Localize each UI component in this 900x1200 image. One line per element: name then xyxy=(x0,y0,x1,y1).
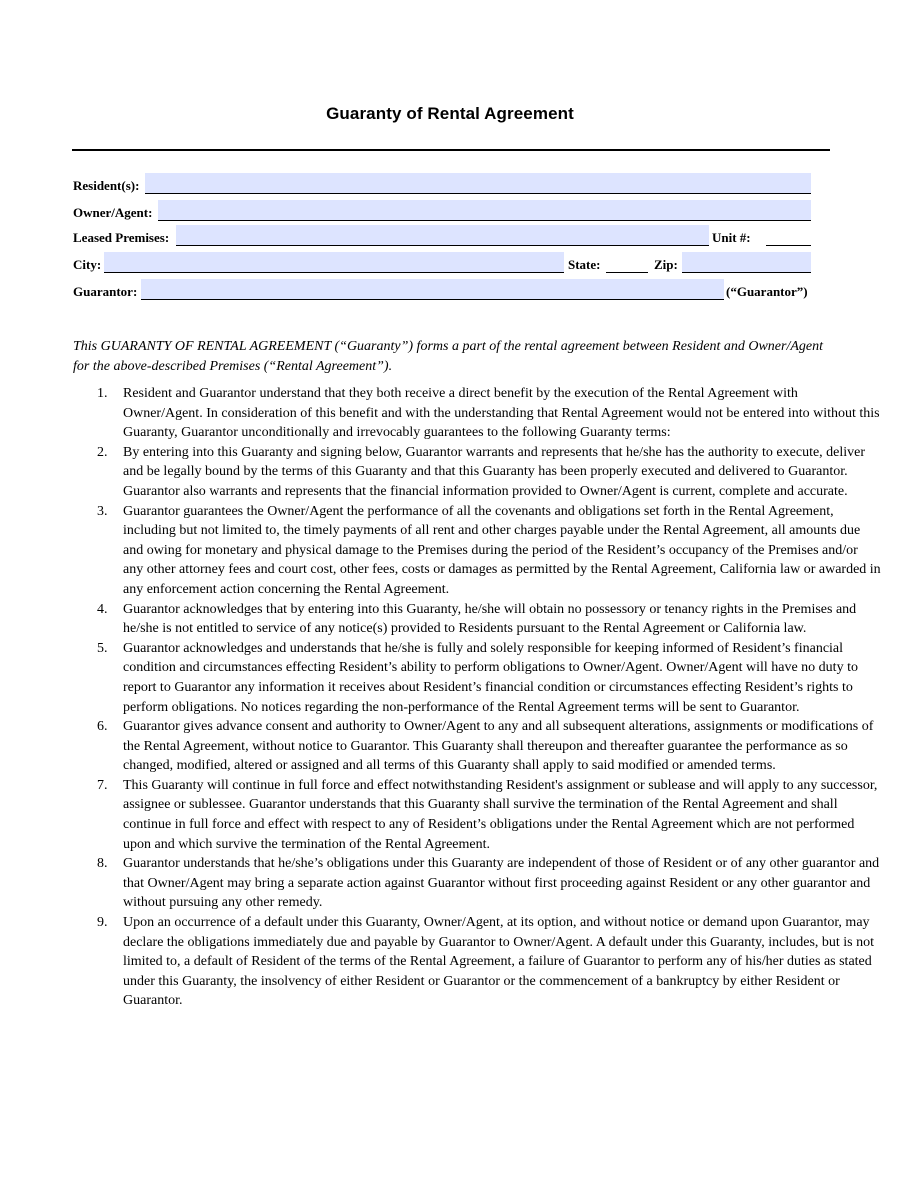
term-item: Upon an occurrence of a default under this Guaranty, Owner/Agent, at its option, and without notice or demand upon Guarantor, may declare the obligations immediately due and payable by Guarantor to Owner/Agent. A default under this Guaranty, includes, but is not limited to, a default of Resident of the terms of the Rental Agreement, a failure of Guarantor to perform any of his/her duties as stated under this Guaranty, the insolvency of either Resident or Guarantor or the commencement of a bankruptcy by either Resident or Guarantor. xyxy=(123,915,875,1009)
term-item: Guarantor gives advance consent and authority to Owner/Agent to any and all subsequent alterations, assignments or modifications of the Rental Agreement, without notice to Guarantor. This Guaranty shall thereupon and thereafter guarantee the performance as so changed, modified, altered or assigned and all terms of this Guaranty shall apply to said modified or amended terms. xyxy=(123,719,874,774)
resident-label: Resident(s): xyxy=(73,178,140,193)
document-title: Guaranty of Rental Agreement xyxy=(326,104,574,123)
guarantor-row xyxy=(73,280,813,302)
term-item: Guarantor guarantees the Owner/Agent the performance of all the covenants and obligations set forth in the Rental Agreement, including but not limited to, the timely payments of all rent and other charges payable under the Rental Agreement, all amounts due and owing for monetary and physical damage to the Premises during the period of the Resident’s occupancy of the Premises and/or any other attorney fees and court cost, other fees, costs or damages as permitted by the Rental Agreement, California law or awarded in any enforcement action concerning the Rental Agreement. xyxy=(123,503,881,597)
city-field[interactable] xyxy=(104,252,564,273)
owner-agent-field[interactable] xyxy=(158,200,811,221)
term-item: Guarantor acknowledges that by entering into this Guaranty, he/she will obtain no possessory or tenancy rights in the Premises and he/she is not entitled to service of any notice(s) provided to Residents pursuant to the Rental Agreement or California law. xyxy=(123,601,857,637)
guarantor-field[interactable] xyxy=(141,279,724,300)
term-item: Resident and Guarantor understand that they both receive a direct benefit by the execution of the Rental Agreement with Owner/Agent. In consideration of this benefit and with the understanding that Rental Agreement would not be entered into without this Guaranty, Guarantor unconditionally and irrevocably guarantees to the following Guaranty terms: xyxy=(123,386,880,441)
term-item: This Guaranty will continue in full force and effect notwithstanding Resident's assignment or sublease and will apply to any successor, assignee or sublessee. Guarantor understands that this Guaranty shall survive the termination of the Rental Agreement and shall continue in full force and effect with respect to any of Resident’s obligations under the Rental Agreement which are not performed upon and which survive the termination of the Rental Agreement. xyxy=(123,777,878,852)
resident-field[interactable] xyxy=(145,173,811,194)
title-divider xyxy=(72,149,830,151)
term-item: By entering into this Guaranty and signing below, Guarantor warrants and represents that he/she has the authority to execute, deliver and be legally bound by the terms of this Guaranty and that this Guaranty has been properly executed and delivered to Guarantor. Guarantor also warrants and represents that the financial information provided to Owner/Agent is current, complete and accurate. xyxy=(123,444,866,499)
term-item: Guarantor acknowledges and understands that he/she is fully and solely responsible for keeping informed of Resident’s financial condition and circumstances effecting Resident’s ability to perform obligations to Owner/Agent. Owner/Agent will have no duty to report to Guarantor any information it receives about Resident’s financial condition or circumstances effecting Resident’s rights to perform obligations. No notices regarding the non-performance of the Rental Agreement terms will be sent to Guarantor. xyxy=(123,640,858,715)
resident-row xyxy=(73,174,813,196)
guarantor-suffix: (“Guarantor”) xyxy=(726,284,808,299)
city-label: City: xyxy=(73,257,102,272)
owner-agent-label: Owner/Agent: xyxy=(73,205,153,220)
leased-premises-field[interactable] xyxy=(176,225,709,246)
zip-label: Zip: xyxy=(654,257,678,272)
zip-field[interactable] xyxy=(682,252,811,273)
unit-label: Unit #: xyxy=(712,230,751,245)
unit-field[interactable] xyxy=(766,245,811,246)
owner-row xyxy=(73,201,813,223)
guaranty-terms-list xyxy=(73,384,881,1011)
city-row xyxy=(73,253,813,275)
state-label: State: xyxy=(568,257,601,272)
leased-premises-label: Leased Premises: xyxy=(73,230,170,245)
intro-paragraph: This GUARANTY OF RENTAL AGREEMENT (“Guaranty”) forms a part of the rental agreement between Resident and Owner/Agent for the above-described Premises (“Rental Agreement”). xyxy=(73,339,824,374)
premises-row xyxy=(73,226,813,248)
guarantor-label: Guarantor: xyxy=(73,284,138,299)
term-item: Guarantor understands that he/she’s obligations under this Guaranty are independent of those of Resident or of any other guarantor and that Owner/Agent may bring a separate action against Guarantor without first proceeding against Resident or any other guarantor and without pursuing any other remedy. xyxy=(123,856,880,911)
state-field[interactable] xyxy=(606,272,648,273)
